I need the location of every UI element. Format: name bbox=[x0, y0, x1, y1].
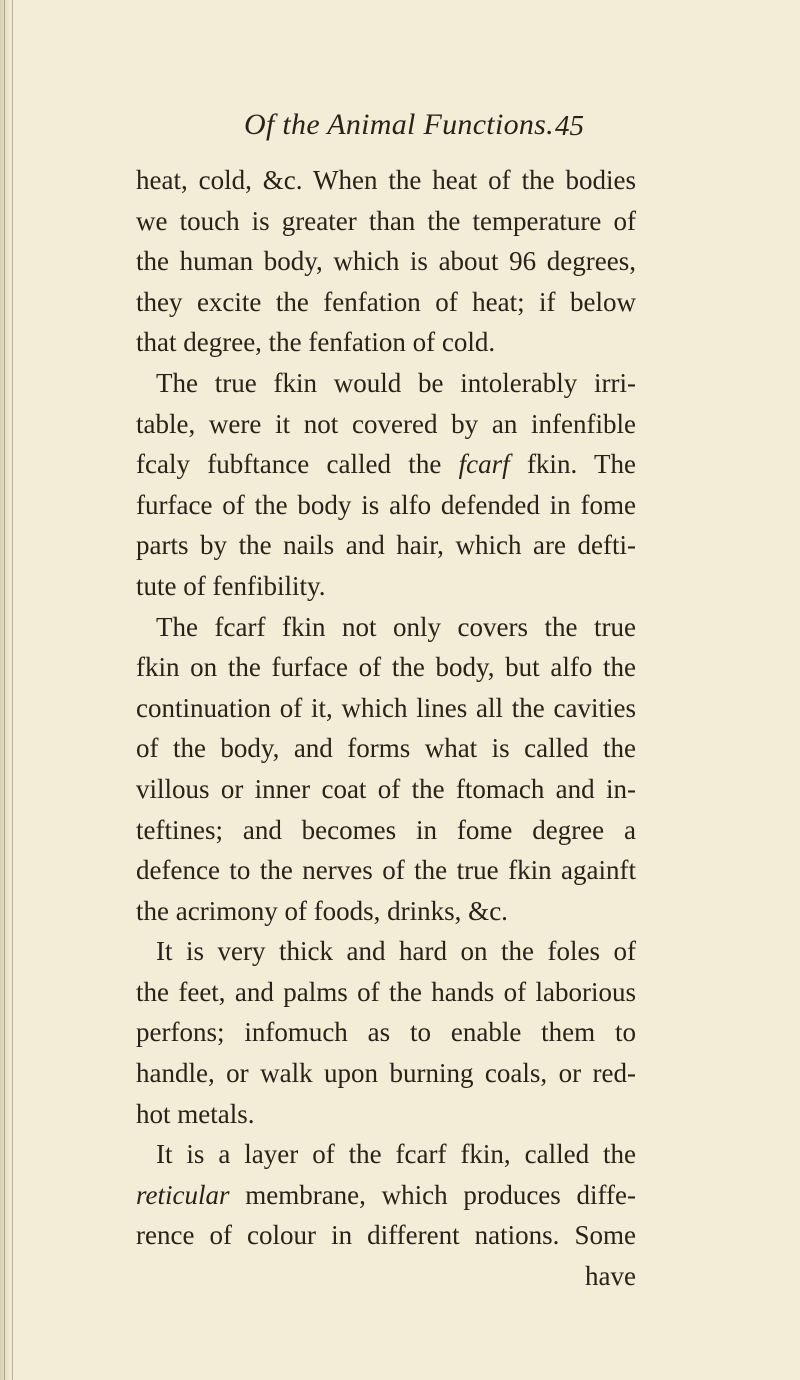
text-line: table, were it not covered by an infenfible bbox=[136, 408, 636, 439]
italic-term: fcarf bbox=[458, 449, 510, 480]
text-line bbox=[136, 1175, 636, 1216]
text-line: handle, or walk upon burning coals, or red- bbox=[136, 1058, 636, 1089]
text-segment: fcaly fubftance called the bbox=[136, 449, 459, 480]
text-line: heat, cold, &c. When the heat of the bodies bbox=[136, 165, 636, 195]
text-line: The fcarf fkin not only covers the true bbox=[156, 611, 636, 642]
body-text bbox=[136, 160, 636, 1297]
text-line: defence to the nerves of the true fkin againft bbox=[136, 855, 636, 886]
text-line: fkin on the furface of the body, but alfo the bbox=[136, 652, 636, 683]
text-line: parts by the nails and hair, which are defti- bbox=[136, 530, 636, 561]
page-header bbox=[244, 108, 584, 154]
text-line: teftines; and becomes in fome degree a bbox=[136, 814, 636, 845]
text-line: It is very thick and hard on the foles of bbox=[156, 936, 636, 967]
text-line: that degree, the fenfation of cold. bbox=[136, 327, 496, 358]
italic-term: reticular bbox=[136, 1179, 230, 1210]
text-line: continuation of it, which lines all the cavities bbox=[136, 692, 636, 723]
page-number: 45 bbox=[555, 110, 584, 142]
text-line: of the body, and forms what is called the bbox=[136, 733, 636, 764]
running-title: Of the Animal Functions. bbox=[244, 108, 554, 141]
text-line: the feet, and palms of the hands of laborious bbox=[136, 976, 636, 1007]
text-line: perfons; infomuch as to enable them to bbox=[136, 1017, 636, 1048]
text-line: villous or inner coat of the ftomach and in- bbox=[136, 773, 636, 804]
text-line: tute of fenfibility. bbox=[136, 570, 326, 601]
text-line: rence of colour in different nations. Some bbox=[136, 1220, 636, 1251]
text-line: furface of the body is alfo defended in fome bbox=[136, 489, 636, 520]
page-binding-edge bbox=[0, 0, 13, 1380]
text-line: hot metals. bbox=[136, 1098, 255, 1129]
text-line: we touch is greater than the temperature of bbox=[136, 205, 636, 236]
text-segment: membrane, which produces diffe- bbox=[229, 1179, 636, 1210]
text-line: It is a layer of the fcarf fkin, called the bbox=[156, 1139, 636, 1170]
text-line: the human body, which is about 96 degrees, bbox=[136, 246, 636, 277]
text-line bbox=[136, 444, 636, 485]
text-line: The true fkin would be intolerably irri- bbox=[156, 367, 636, 398]
catchword: have bbox=[585, 1261, 636, 1292]
text-line: the acrimony of foods, drinks, &c. bbox=[136, 895, 508, 926]
text-line: they excite the fenfation of heat; if below bbox=[136, 286, 636, 317]
text-segment: fkin. The bbox=[509, 449, 636, 480]
